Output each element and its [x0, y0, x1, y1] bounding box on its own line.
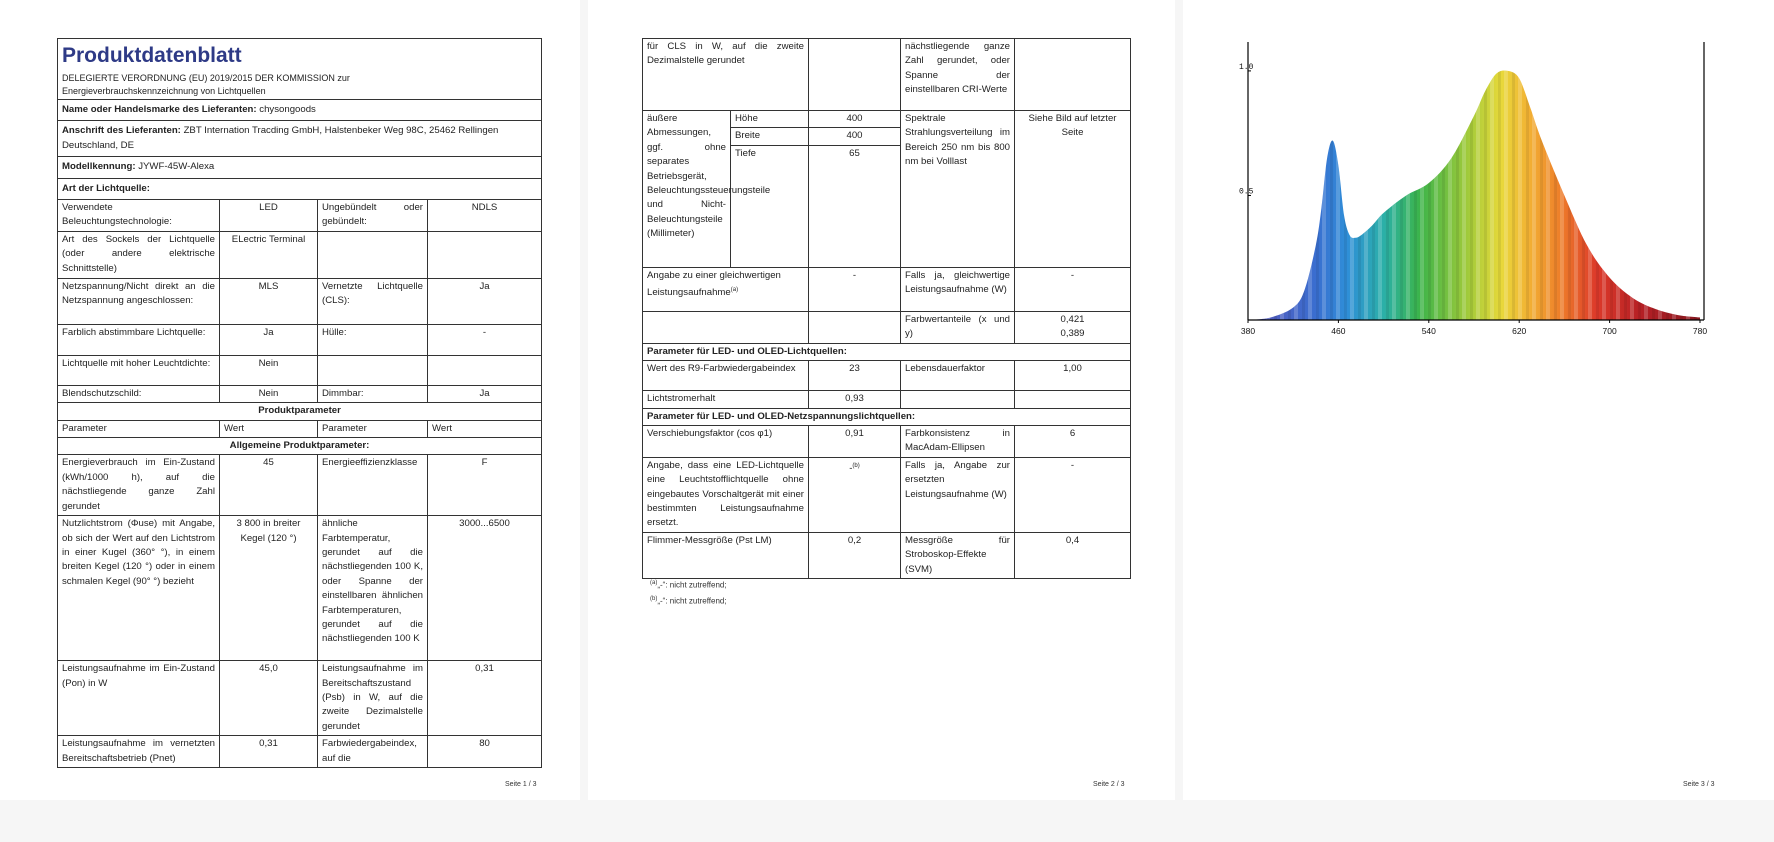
page-title: Produktdatenblatt: [62, 44, 242, 67]
chroma-x: 0,421: [1060, 314, 1085, 325]
spectral-label: Spektrale Strahlungsverteilung im Bereich 250 nm bis 800 nm bei Volllast: [901, 111, 1015, 268]
section-header: Parameter für LED- und OLED-Lichtquellen:: [643, 343, 1131, 360]
x-tick-label: 380: [1240, 326, 1256, 336]
dimensions-row: äußere Abmessungen, ggf. ohne separates Betriebsgerät, Beleuchtungssteuerungsteile und Nicht-Beleuchtungsteile (Millimeter) Höhe 400 Spektrale Strahlungsverteilung im Bereich 250 nm bis 800 nm bei Volllast Siehe Bild auf letzter Seite: [643, 111, 1131, 128]
footnote-b: $^{(b)}$„-“: nicht zutreffend;: [650, 596, 727, 606]
section-header: Produktparameter: [58, 403, 542, 420]
spectral-value: Siehe Bild auf letzter Seite: [1015, 111, 1131, 268]
table-row: Lichtstromerhalt 0,93: [643, 391, 1131, 408]
y-tick-label: 1.0: [1239, 62, 1254, 72]
y-tick-label: 0.5: [1239, 187, 1254, 197]
table-row: Angabe, dass eine LED-Lichtquelle eine Leuchtstofflichtquelle ohne eingebautes Vorschaltgerät mit einer bestimmten Leistungsaufnahme ersetzt. -$^{(b)}$ Falls ja, Angabe zur ersetzten Leistungsaufnahme (W) -: [643, 457, 1131, 532]
x-tick-label: 460: [1331, 326, 1346, 336]
chroma-y: 0,389: [1060, 328, 1085, 340]
dimensions-row: Breite 400: [643, 128, 1131, 145]
table-row: für CLS in W, auf die zweite Dezimalstelle gerundet nächstliegende ganze Zahl gerundet, oder Spanne der einstellbaren CRI-Werte: [643, 39, 1131, 111]
table-row: Angabe zu einer gleichwertigen Leistungsaufnahme$^{(a)}$ - Falls ja, gleichwertige Leistungsaufnahme (W) -: [643, 268, 1131, 312]
x-tick-label: 780: [1692, 326, 1708, 336]
product-data-table-2: [642, 38, 1131, 579]
product-data-table-1: [57, 38, 542, 768]
table-row: Leistungsaufnahme im Ein-Zustand (Pon) in W 45,0 Leistungsaufnahme im Bereitschaftszustand (Psb) in W, auf die zweite Dezimalstelle gerundet 0,31: [58, 661, 542, 736]
table-row: Nutzlichtstrom (Φuse) mit Angabe, ob sich der Wert auf den Lichtstrom in einer Kugel (360° °), in einem breiten Kegel (120 °) oder in einem schmalen Kegel (90° °) bezieht 3 800 in breiter Kegel (120 °) ähnliche Farbtemperatur, gerundet auf die nächstliegenden 100 K, oder Spanne der einstellbaren ähnlichen Farbtemperaturen, gerundet auf die nächstliegenden 100 K 3000...6500: [58, 516, 542, 661]
spectrum-texture: [1248, 70, 1700, 320]
footnote-a: $^{(a)}$„-“: nicht zutreffend;: [650, 580, 727, 590]
x-tick-label: 540: [1421, 326, 1436, 336]
column-header-row: Parameter Wert Parameter Wert: [58, 420, 542, 437]
x-tick-label: 620: [1512, 326, 1527, 336]
table-row: Verschiebungsfaktor (cos φ1) 0,91 Farbkonsistenz in MacAdam-Ellipsen 6: [643, 426, 1131, 458]
table-row: Energieverbrauch im Ein-Zustand (kWh/1000 h), auf die nächstliegende ganze Zahl gerundet 45 Energieeffizienzklasse F: [58, 455, 542, 516]
page-number: Seite 3 / 3: [1683, 781, 1715, 788]
dimensions-row: Tiefe 65: [643, 145, 1131, 267]
supplier-row: Name oder Handelsmarke des Lieferanten: chysongoods: [58, 100, 542, 121]
address-value: ZBT Internation Tracding GmbH, Halstenbeker Weg 98C, 25462 Rellingen Deutschland, DE: [62, 125, 499, 151]
supplier-value: chysongoods: [259, 104, 316, 115]
section-header: Allgemeine Produktparameter:: [58, 438, 542, 455]
table-row: Wert des R9-Farbwiedergabeindex 23 Lebensdauerfaktor 1,00: [643, 361, 1131, 391]
page-number: Seite 1 / 3: [505, 781, 537, 788]
type-row: Art der Lichtquelle:: [58, 178, 542, 199]
table-row: Netzspannung/Nicht direkt an die Netzspannung angeschlossen: MLS Vernetzte Lichtquelle (CLS): Ja: [58, 278, 542, 324]
table-row: Blendschutzschild: Nein Dimmbar: Ja: [58, 385, 542, 402]
table-row: Leistungsaufnahme im vernetzten Bereitschaftsbetrieb (Pnet) 0,31 Farbwiedergabeindex, auf die 80: [58, 736, 542, 768]
page-number: Seite 2 / 3: [1093, 781, 1125, 788]
model-row: Modellkennung: JYWF-45W-Alexa: [58, 157, 542, 178]
title-row: [58, 39, 542, 100]
dimensions-label: äußere Abmessungen, ggf. ohne separates Betriebsgerät, Beleuchtungssteuerungsteile und Nicht-Beleuchtungsteile (Millimeter): [643, 111, 731, 268]
model-value: JYWF-45W-Alexa: [138, 161, 215, 173]
section-header: Parameter für LED- und OLED-Netzspannungslichtquellen:: [643, 408, 1131, 425]
table-row: Verwendete Beleuchtungstechnologie: LED Ungebündelt oder gebündelt: NDLS: [58, 200, 542, 232]
x-tick-label: 700: [1602, 326, 1617, 336]
table-row: Flimmer-Messgröße (Pst LM) 0,2 Messgröße für Stroboskop-Effekte (SVM) 0,4: [643, 532, 1131, 578]
regulation-text: DELEGIERTE VERORDNUNG (EU) 2019/2015 DER KOMMISSION zur Energieverbrauchskennzeichnung von Lichtquellen: [62, 73, 350, 96]
table-row: Farblich abstimmbare Lichtquelle: Ja Hülle: -: [58, 324, 542, 355]
plot-area: [1239, 42, 1707, 336]
spectrum-chart: [1238, 42, 1718, 352]
table-row: Art des Sockels der Lichtquelle (oder andere elektrische Schnittstelle) ELectric Terminal: [58, 231, 542, 278]
address-row: Anschrift des Lieferanten: ZBT Internation Tracding GmbH, Halstenbeker Weg 98C, 25462 Rellingen Deutschland, DE: [58, 121, 542, 157]
table-row: Lichtquelle mit hoher Leuchtdichte: Nein: [58, 355, 542, 385]
page-1: [0, 0, 580, 800]
table-row: Farbwertanteile (x und y) 0,421 0,389: [643, 312, 1131, 344]
